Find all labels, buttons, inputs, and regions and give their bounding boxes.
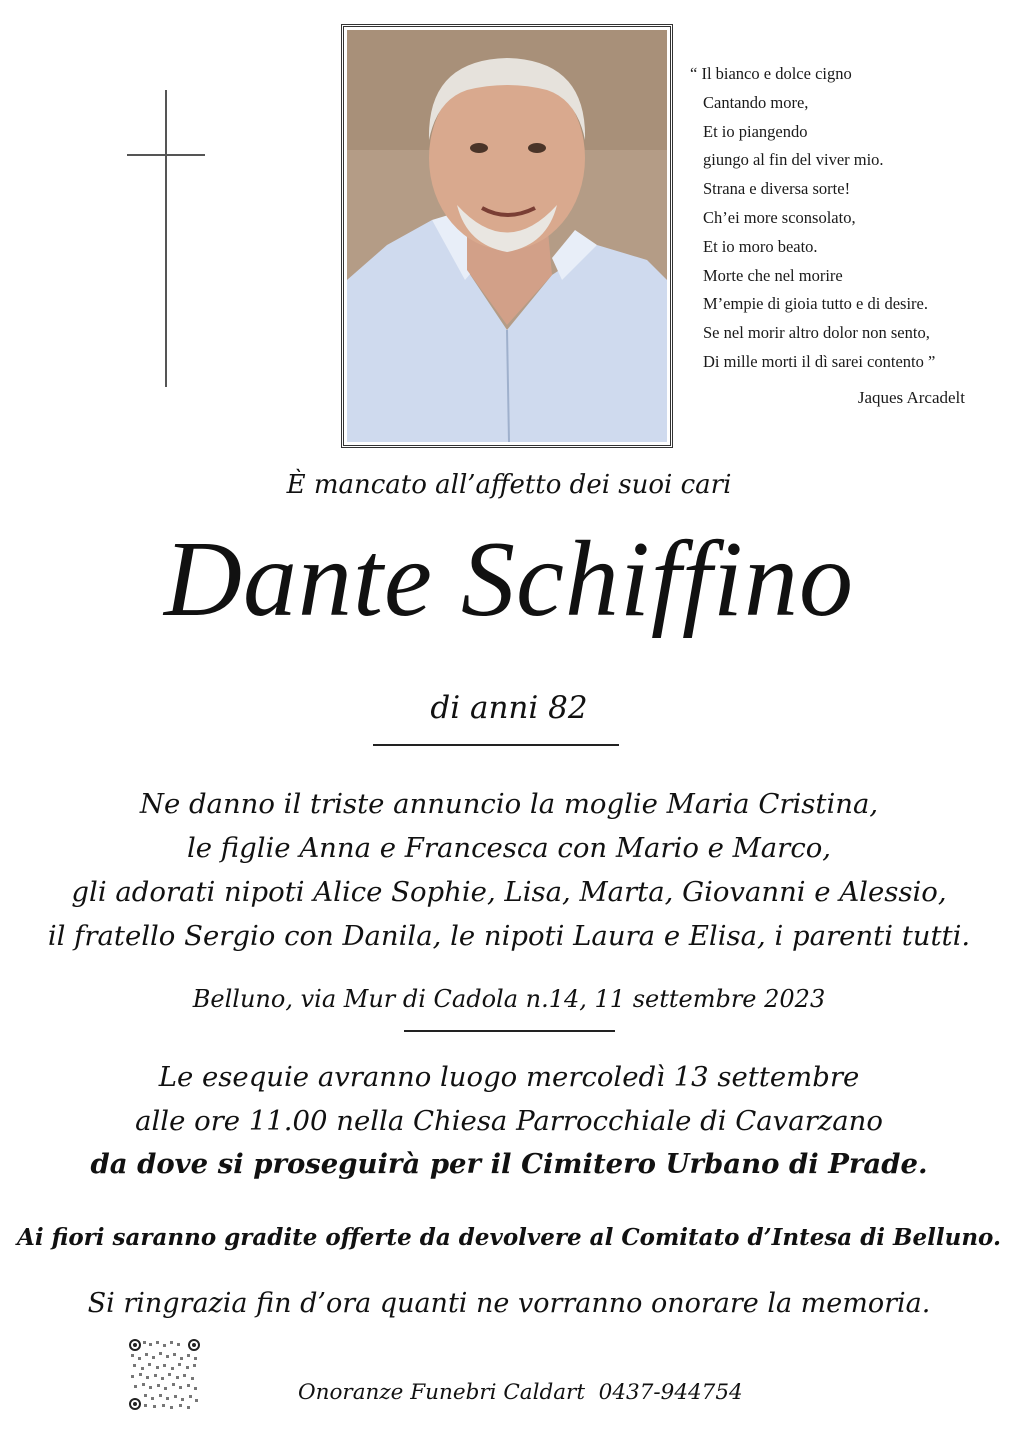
poem-line: “ Il bianco e dolce cigno	[690, 64, 852, 83]
poem-line: Cantando more,	[703, 92, 809, 112]
deceased-name: Dante Schiffino	[164, 520, 854, 639]
poem-line: Morte che nel morire	[703, 265, 843, 285]
cross-icon-bar	[127, 154, 205, 156]
poem-line: giungo al fin del viver mio.	[703, 150, 884, 170]
qr-code-icon[interactable]	[129, 1339, 200, 1410]
poem-line: Strana e diversa sorte!	[703, 179, 851, 199]
funeral-info	[0, 1056, 1018, 1187]
divider	[404, 1030, 615, 1032]
family-line: gli adorati nipoti Alice Sophie, Lisa, Marta, Giovanni e Alessio,	[71, 876, 947, 908]
family-line: Ne danno il triste annuncio la moglie Maria Cristina,	[139, 788, 879, 820]
funeral-home	[298, 1380, 743, 1405]
family-line: il fratello Sergio con Danila, le nipoti Laura e Elisa, i parenti tutti.	[47, 920, 971, 952]
intro-text: È mancato all’affetto dei suoi cari	[286, 470, 732, 500]
family-announcement	[0, 782, 1018, 958]
flowers-note: Ai fiori saranno gradite offerte da devolvere al Comitato d’Intesa di Belluno.	[17, 1224, 1001, 1251]
poem-line: Et io piangendo	[703, 121, 808, 141]
poem-line: Ch’ei more sconsolato,	[703, 207, 856, 227]
poem-author: Jaques Arcadelt	[857, 388, 965, 407]
thanks-note: Si ringrazia fin d’ora quanti ne vorranno onorare la memoria.	[87, 1288, 931, 1319]
deceased-age: di anni 82	[430, 690, 588, 726]
portrait-photo	[347, 30, 667, 442]
funeral-line: da dove si proseguirà per il Cimitero Urbano di Prade.	[90, 1148, 928, 1180]
poem-line: Et io moro beato.	[703, 236, 818, 256]
poem-line: Di mille morti il dì sarei contento ”	[703, 351, 936, 371]
cross-icon	[165, 90, 167, 387]
funeral-line: alle ore 11.00 nella Chiesa Parrocchiale di Cavarzano	[135, 1104, 883, 1137]
funeral-line: Le esequie avranno luogo mercoledì 13 settembre	[158, 1061, 860, 1093]
poem	[690, 60, 990, 377]
poem-line: M’empie di gioia tutto e di desire.	[703, 294, 928, 314]
poem-line: Se nel morir altro dolor non sento,	[703, 323, 930, 343]
address-date: Belluno, via Mur di Cadola n.14, 11 settembre 2023	[192, 985, 826, 1013]
family-line: le figlie Anna e Francesca con Mario e Marco,	[186, 832, 832, 864]
funeral-home-name: Onoranze Funebri Caldart	[298, 1380, 585, 1405]
portrait-frame	[341, 24, 673, 448]
funeral-home-phone[interactable]: 0437-944754	[598, 1380, 743, 1405]
divider	[373, 744, 619, 746]
